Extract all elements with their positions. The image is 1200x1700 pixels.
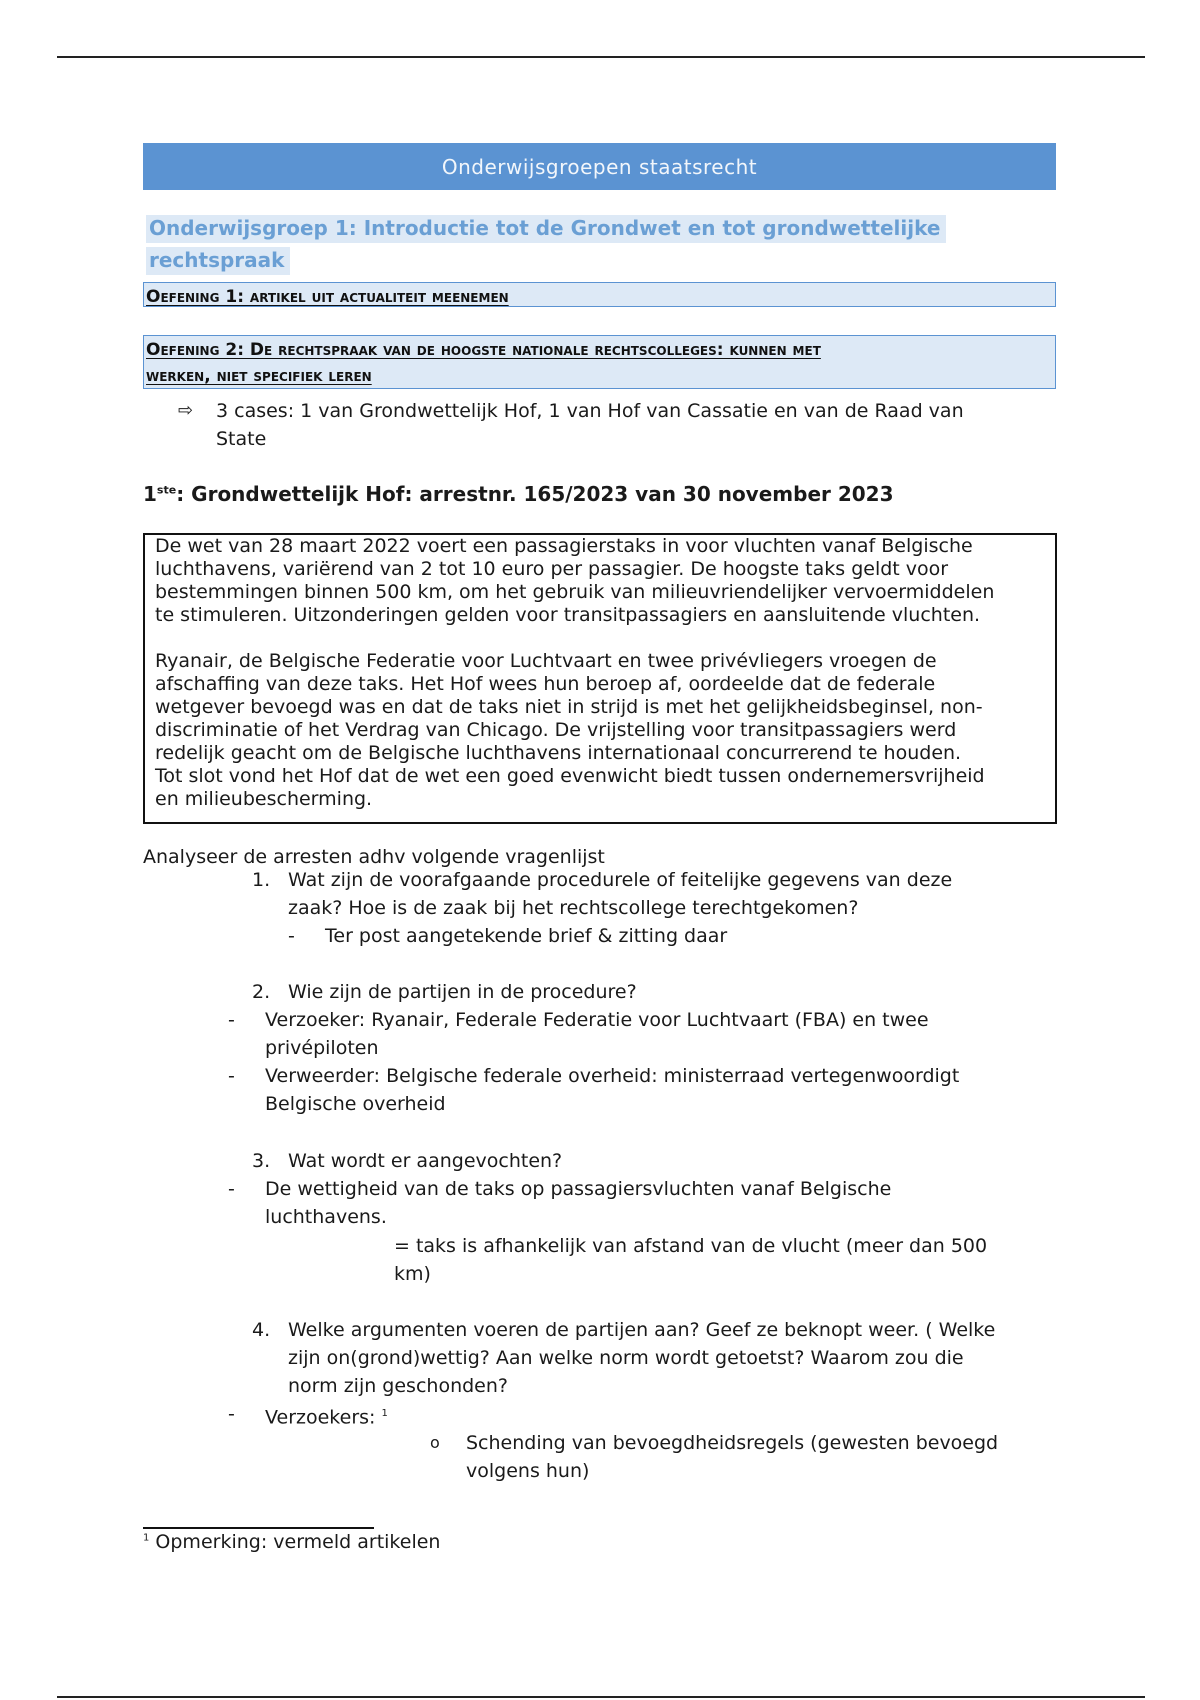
question-1-answer: - Ter post aangetekende brief & zitting daar [288,925,728,947]
cases-line2: State [216,428,267,450]
case-heading [143,482,894,506]
document-title-banner [143,143,1056,190]
question-2: 2. Wie zijn de partijen in de procedure? [252,978,1058,1006]
cases-list-item [178,397,1036,453]
question-3-answer: - De wettigheid van de taks op passagiersvluchten vanaf Belgische luchthavens. [228,1178,892,1228]
exercise-2-heading [143,335,1056,389]
footnote-text: Opmerking: vermeld artikelen [149,1531,441,1553]
group-heading [146,212,956,276]
case-summary-box [143,533,1057,824]
question-2-number: 2. [252,981,271,1003]
group-heading-line2: rechtspraak [146,247,288,275]
header-rule [57,56,1145,58]
circle-bullet-icon: o [430,1433,440,1452]
case-ordinal-suffix: ste [156,483,177,497]
question-4-number: 4. [252,1319,271,1341]
question-4-answer: - Verzoekers: $^1$ [228,1403,388,1429]
question-4-sub-item: o Schending van bevoegdheidsregels (gewesten bevoegd volgens hun) [430,1429,998,1485]
cases-line1: 3 cases: 1 van Grondwettelijk Hof, 1 van Hof van Cassatie en van de Raad van [216,400,964,422]
exercise-1-label: Oefening 1: artikel uit actualiteit meenemen [146,287,509,307]
question-3-number: 3. [252,1150,271,1172]
questionnaire-intro: Analyseer de arresten adhv volgende vragenlijst [143,846,605,868]
exercise-2-line2: werken, niet specifiek leren [146,366,372,386]
summary-paragraph-2: Ryanair, de Belgische Federatie voor Luchtvaart en twee privévliegers vroegen de afschaffing van deze taks. Het Hof wees hun beroep af, oordeelde dat de federale wetgever bevoegd was en dat de taks niet in strijd is met het gelijkheidsbeginsel, non- discriminatie of het Verdrag van Chicago. De vrijstelling voor transitpassagiers werd redelijk geacht om de Belgische luchthavens internationaal concurrerend te houden. Tot slot vond het Hof dat de wet een goed evenwicht biedt tussen ondernemersvrijheid en milieubescherming. [155,650,985,810]
question-1-number: 1. [252,869,271,891]
exercise-1-heading [143,282,1056,307]
group-heading-line1: Onderwijsgroep 1: Introductie tot de Grondwet en tot grondwettelijke [146,215,944,243]
arrow-bullet-icon: ⇨ [178,400,194,421]
case-title: : Grondwettelijk Hof: arrestnr. 165/2023 van 30 november 2023 [176,482,894,506]
exercise-2-line1: Oefening 2: De rechtspraak van de hoogste nationale rechtscolleges: kunnen met [146,340,821,360]
banner-title: Onderwijsgroepen staatsrecht [441,154,758,179]
case-ordinal: 1 [143,482,157,506]
question-2-answer-1: - Verzoeker: Ryanair, Federale Federatie voor Luchtvaart (FBA) en twee privépiloten [228,1009,929,1059]
question-2-answer-2: - Verweerder: Belgische federale overheid: ministerraad vertegenwoordigt Belgische overheid [228,1065,960,1115]
footnote-reference: 1 [381,1408,388,1419]
footnote [143,1531,440,1553]
footnote-number: 1 [143,1532,150,1544]
footnote-separator [143,1527,374,1529]
question-1: 1. Wat zijn de voorafgaande procedurele of feitelijke gegevens van deze zaak? Hoe is de zaak bij het rechtscollege terechtgekomen? [252,866,1058,922]
footer-rule [57,1696,1145,1698]
question-4: 4. Welke argumenten voeren de partijen aan? Geef ze beknopt weer. ( Welke zijn on(grond)wettig? Aan welke norm wordt getoetst? Waarom zou die norm zijn geschonden? [252,1316,1058,1400]
question-3-note: = taks is afhankelijk van afstand van de vlucht (meer dan 500 km) [394,1235,988,1285]
summary-paragraph-1: De wet van 28 maart 2022 voert een passagierstaks in voor vluchten vanaf Belgische luchthavens, variërend van 2 tot 10 euro per passagier. De hoogste taks geldt voor bestemmingen binnen 500 km, om het gebruik van milieuvriendelijker vervoermiddelen te stimuleren. Uitzonderingen gelden voor transitpassagiers en aansluitende vluchten. [155,535,995,626]
question-3: 3. Wat wordt er aangevochten? [252,1147,1058,1175]
